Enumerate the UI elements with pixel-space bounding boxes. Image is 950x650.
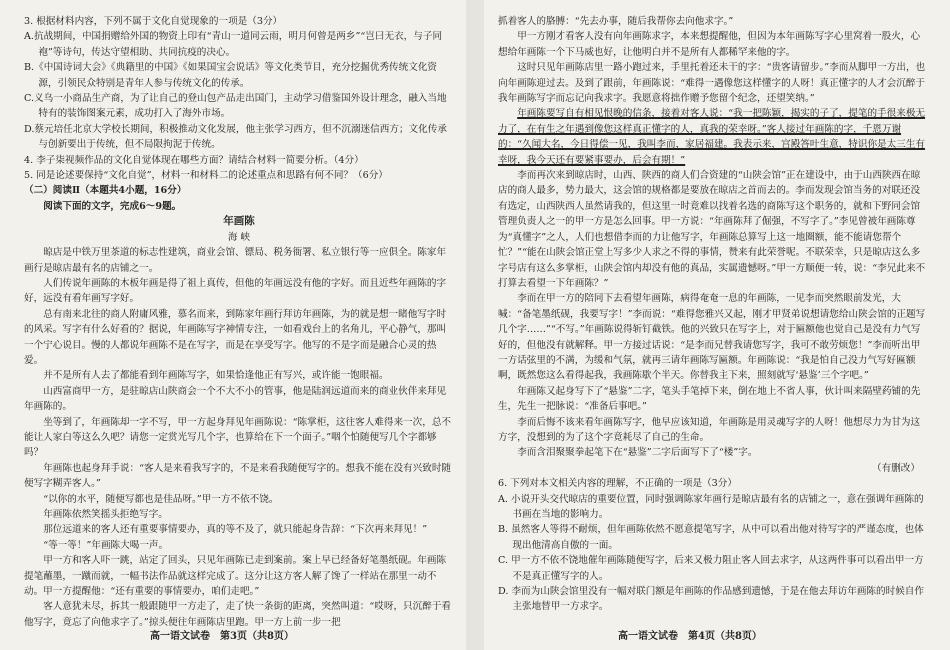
page-4-footer: 高一语文试卷 第4页（共8页） [618, 631, 762, 642]
q3-option-d: D.蔡元培任北京大学校长期间，积极推动文化发展，他主张学习西方，但不沉溺迷信西方；文化传承与创新要出于传统，但不局限拘泥于传统。 [24, 123, 447, 151]
story-paragraph: 那位远道来的客人还有重要事情要办，真的等不及了，就只能起身告辞：“下次再来拜见！” [43, 524, 428, 536]
story-title: 年画陈 [223, 215, 255, 228]
q3-option-a: A.抗战期间，中国捐赠给外国的物资上印有“青山一道同云雨，明月何曾是两乡”“岂曰无衣，与子同袍”等诗句，传达守望相助、共同抗疫的决心。 [24, 31, 443, 58]
q6-option-a: A. 小说开头交代晾店的重要位置，同时强调陈家年画行是晾店最有名的店铺之一，意在强调年画陈的书画在当地的影响力。 [498, 493, 924, 520]
page-4-column [498, 14, 928, 615]
q4-stem: 4. 李子柒视频作品的文化自觉体现在哪些方面？请结合材料一简要分析。（4分） [24, 154, 364, 166]
q3-stem: 3. 根据材料内容，下列不属于文化自觉现象的一项是（3分） [24, 16, 283, 27]
q5-stem: 5. 同是论述要保持“文化自觉”，材料一和材料二的论述重点和思路有何不同？（6分） [24, 170, 388, 182]
story-paragraph: 人们传说年画陈的木板年画是得了祖上真传，但他的年画远没有他的字好。而且近些年画陈的字好，远没有看年画写字好。 [24, 277, 447, 305]
underlined-paragraph: 年画陈要写自有相见恨晚的信条，接着对客人说：“我一把陈颖，揭实的子了，提笔的手很来极无力了，在有生之年遇到像您这样真正懂字的人，真我的荣幸呀。”客人接过年画陈的字，千恩万谢的：“久闻大名，今日得偿一见，我叫李而，家居福建。我表示来，宫殿答叶生意，特识你是太三生有幸呀，我今天还有要紧事要办，后会有期！” [498, 108, 926, 166]
q6-option-c: C. 甲一方不依不饶地催年画陈随便写字，后来又极力阻止客人回去求字，从这两件事可以看出甲一方不是真正懂写字的人。 [498, 555, 924, 582]
story-paragraph: 客人意犹未尽，拆其一般跟随甲一方走了，走了快一条街的距离，突然叫道：“哎呀，只沉醉于看他写字，竟忘了向他求字了。”掠头便往年画陈店里跑。甲一方上前一步一把 [24, 601, 452, 628]
page-3-footer: 高一语文试卷 第3页（共8页） [150, 631, 294, 642]
story-paragraph: 年画陈依然笑摇头拒绝写字。 [43, 509, 168, 520]
story-paragraph: 山西富商甲一方，是驻晾店山陕商会一个不大不小的管事，他是陆润远道而来的商业伙伴来拜见年画陈的。 [24, 385, 447, 413]
story-paragraph: 李而后悔不该来看年画陈写字，他早应该知道，年画陈是用灵魂写字的人呀！他想尽力为甘为这方字，没想到的为了这个字竟耗尽了自己的生命。 [498, 416, 921, 443]
story-author: 海 峡 [227, 231, 251, 243]
story-paragraph: 年画陈也起身拜手说：“客人是来看我写字的，不是来看我随便写字的。想我不能在没有兴致时随便写字糊弄客人。” [24, 462, 452, 490]
story-paragraph: 总有南来北往的商人附庸风雅，慕名而来，到陈家年画行拜访年画陈，为的就是想一睹他写字时的风采。写字有什么好看的？据说，年画陈写字神情专注，一如看戏台上的名角儿，平心静气，那叫一个宁心说目。慢的人都说年画陈不是在写字，而是在享受写字。他写的不是字而是融合心灵的热爱。 [24, 308, 447, 366]
story-paragraph: 甲一方刚才看客人没有向年画陈求字，本来想提醒他，但因为本年画陈写字心里窝着一股火，心想给年画陈一个下马威也好，让他明白并不是所有人都稀罕来他的字。 [498, 31, 921, 58]
q6-option-d: D. 李而为山陕会馆里没有一幅对联门额是年画陈的作品感到遗憾，于是在他去拜访年画陈的时候自作主张地替甲一方求字。 [498, 586, 924, 613]
q6-stem: 6. 下列对本文相关内容的理解，不正确的一项是（3分） [498, 478, 737, 490]
story-paragraph: “以你的水平，随便写都也是佳品呀。”甲一方不依不饶。 [43, 493, 279, 505]
page-gutter [466, 0, 484, 650]
story-paragraph: 李而在甲一方的陪同下去看望年画陈，病得奄奄一息的年画陈，一见李而突然眼前发光，大喊：“备笔墨纸砚，我要写字！”李而说：“难得您雅兴又起，刚才甲贤弟说想请您给山陕会馆的正题写几个字……”“不写。”年画陈说得斩钉截铁。他的兴致只在写字上，对于匾额他也觉自己是没有力气写好的，但他没有就解释。甲一方接过话说：“是李而兄替我请您写字，我可不敢劳烦您！”李而听出甲一方话弦里的不满，为缓和气氛，就再三请年画陈写匾额。年画陈说：“我是怕自己没力气写好匾额啊，既然您这么看得起我，我画陈歇个半天。你替我主下来，照刻就写‘悬鉴’三个字吧。” [498, 293, 926, 382]
story-paragraph: 并不是所有人去了都能看到年画陈写字，如果恰逢他正有写兴，或许能一饱眼福。 [43, 370, 389, 382]
story-paragraph: 晾店是中铁万里茶道的标志性建筑，商业会馆、镖局、税务衙署、私立银行等一应俱全。陈家年画行是晾店最有名的店铺之一。 [24, 247, 447, 274]
story-paragraph: 抓着客人的胳膊：“先去办事，随后我帮你去向他求字。” [498, 16, 734, 27]
story-paragraph: 坐等到了，年画陈却一字不写，甲一方起身拜见年画陈说：“陈掌柜，这往客人难得来一次，总不能让人家白等这么久吧？请您一定赏光写几个字，也算给在下一个面子。”咽个怕随便写几个字都够吗？ [24, 416, 452, 459]
story-paragraph: 李而含泪聚聚拳起笔下在“悬鉴”二字后面写下了“楼”字。 [517, 447, 758, 459]
q3-option-b: B.《中国诗词大会》《典籍里的中国》《如果国宝会说话》等文化类节目，充分挖掘优秀传统文化资源，引领民众特别是青年人参与传统文化的传承。 [24, 62, 438, 89]
q6-option-b: B. 虽然客人等得不耐烦，但年画陈依然不愿意提笔写字，从中可以看出他对待写字的严谨态度，也体现出他清高自傲的一面。 [498, 524, 924, 551]
story-paragraph: 李而再次来到晾店时，山西、陕西的商人们合资建的“山陕会馆”正在建设中，由于山西陕西在晾店的商人最多，势力最大，这会馆的规格都是要放在晾店之首而去的。李而发现会馆当务的对联还没有选定，山西陕西人虽然请我的，但这里一时竟难以找着名选的商陈写这个职务的，就和下野同会馆管理负责人之一的甲一方是怎么回事。甲一方说：“年画陈拜了倔强，不写字了。”李见曾被年画陈尊为“真懂字”之人，人们也想借李而的力让他写字，年画陈总算写上这一地圈额，能不能请您帮个忙？”“能在山陕会馆正堂上写多少人求之不得的事情，赞来有此荣誉呢。不联荣幸，只是晾店这么多字号店有这么多掌柜，山陕会馆内却没有他的真品，实属遗憾呀。”甲一方顺便一转，说：“李兄此来不打算去看望一下年画陈？” [498, 170, 926, 289]
story-paragraph: 这时只见年画陈店里一路小跑过来，手里托着还未干的字：“贵客请留步。”李而从脚甲一方出，也向年画陈迎过去。及到了跟前，年画陈说：“难得一遇像您这样懂字的人呀！真正懂字的人才会沉醉于我年画陈写字而忘记向我求字。我愿意将拙作赠予您留个纪念，还望笑纳。” [498, 62, 926, 105]
source-note: （有删改） [872, 462, 920, 474]
story-paragraph: 年画陈又起身写下了“悬鉴”二字，笔头手笔掉下来，倒在地上不省人事，伙计叫来隔壁药铺的先生，先生一把脉说：“准备后事吧。” [498, 385, 921, 413]
story-paragraph: 甲一方和客人吓一跳，站定了回头，只见年画陈已走到案前。案上早已经备好笔墨纸砚。年画陈提笔蘸墨，一蹴而就，一幅书法作品就这样完成了。这分让这方客人解了馋了一样站在那里一动不动。甲一方提醒他：“还有重要的事情要办，咱们走吧。” [24, 555, 447, 598]
reading-instruction: 阅读下面的文字，完成6～9题。 [43, 200, 182, 212]
story-paragraph: “等一等！”年画陈大喝一声。 [43, 539, 169, 551]
page-3-column [24, 14, 454, 630]
q3-option-c: C.义乌一小商品生产商，为了让自己的登山包产品走出国门，主动学习借鉴国外设计理念，融入当地特有的装饰图案元素，成功打入了海外市场。 [24, 93, 447, 120]
section-heading: （二）阅读Ⅱ（本题共4小题，16分） [24, 185, 187, 197]
